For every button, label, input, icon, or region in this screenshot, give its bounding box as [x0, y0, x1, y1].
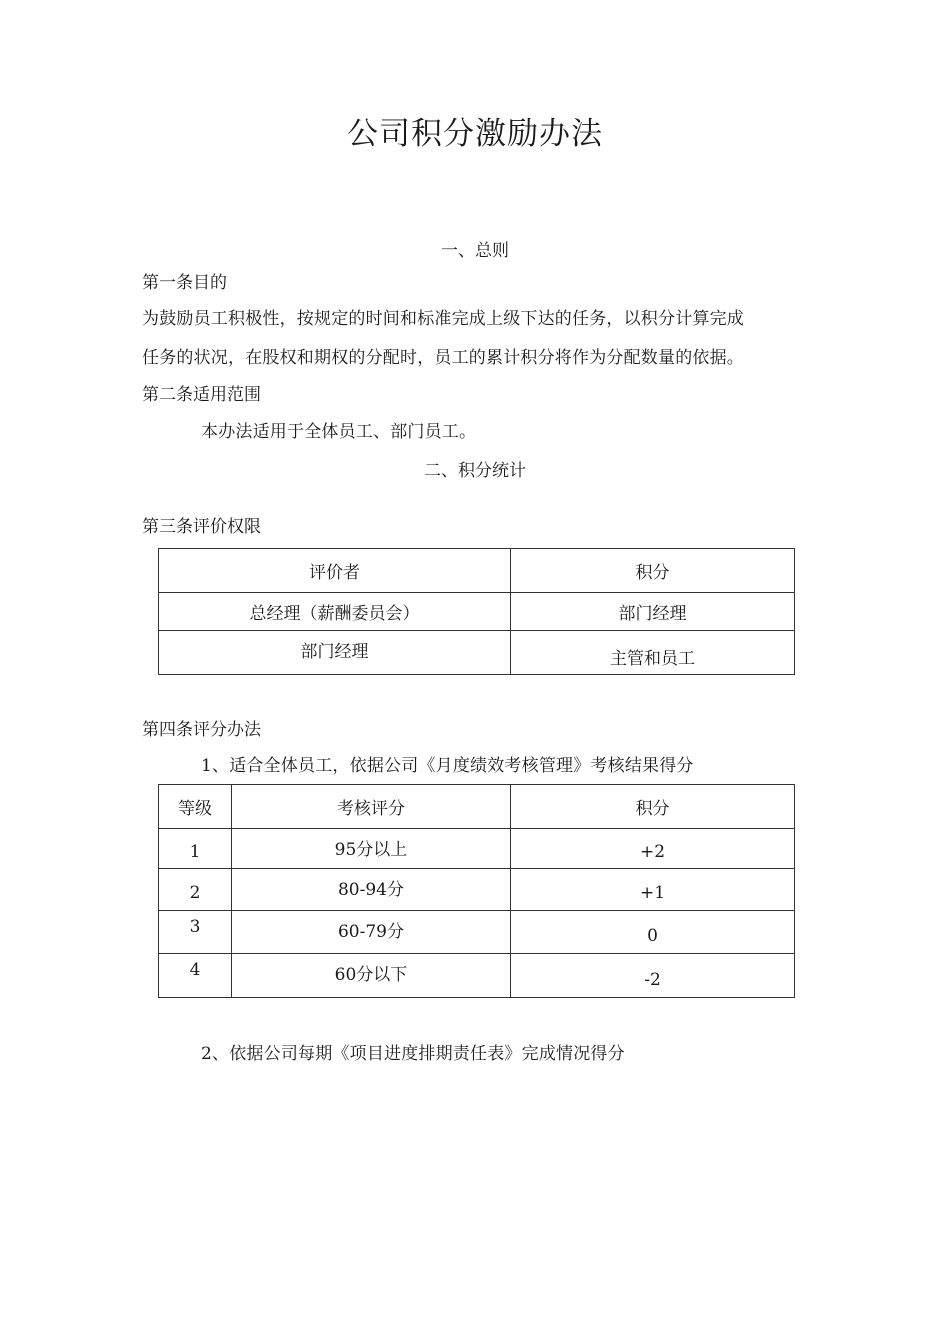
authority-cell: 总经理（薪酬委员会）	[159, 593, 511, 631]
document-title: 公司积分激励办法	[347, 116, 603, 152]
score-cell-grade: 1	[159, 829, 232, 869]
authority-header-evaluator: 评价者	[159, 549, 511, 593]
score-cell-evaluation: 95分以上	[232, 829, 511, 869]
table-row	[159, 631, 795, 675]
table-row	[159, 869, 795, 911]
score-header-points: 积分	[511, 785, 795, 829]
authority-cell: 部门经理	[159, 631, 511, 675]
score-table	[158, 784, 795, 998]
score-cell-evaluation: 60-79分	[232, 911, 511, 954]
article1-text-line2: 任务的状况，在股权和期权的分配时，员工的累计积分将作为分配数量的依据。	[142, 348, 744, 368]
score-cell-points: +1	[511, 869, 795, 911]
score-header-evaluation: 考核评分	[232, 785, 511, 829]
authority-table-header-row	[159, 549, 795, 593]
section2-heading: 二、积分统计	[424, 461, 526, 481]
section1-heading: 一、总则	[441, 241, 509, 261]
table-row	[159, 593, 795, 631]
authority-cell: 主管和员工	[511, 631, 795, 675]
score-cell-points: 0	[511, 911, 795, 954]
table-row	[159, 954, 795, 998]
article4-title: 第四条评分办法	[142, 720, 261, 740]
score-table-header-row	[159, 785, 795, 829]
table-row	[159, 829, 795, 869]
table-row	[159, 911, 795, 954]
item1-text: 1、适合全体员工，依据公司《月度绩效考核管理》考核结果得分	[201, 756, 694, 776]
score-cell-evaluation: 60分以下	[232, 954, 511, 998]
article2-title: 第二条适用范围	[142, 385, 261, 405]
item2-text: 2、依据公司每期《项目进度排期责任表》完成情况得分	[201, 1044, 625, 1064]
score-cell-grade: 2	[159, 869, 232, 911]
score-cell-points: +2	[511, 829, 795, 869]
score-header-grade: 等级	[159, 785, 232, 829]
article1-text-line1: 为鼓励员工积极性，按规定的时间和标准完成上级下达的任务，以积分计算完成	[142, 309, 744, 329]
authority-table	[158, 548, 795, 675]
article1-title: 第一条目的	[142, 273, 227, 293]
score-cell-points: -2	[511, 954, 795, 998]
score-cell-grade: 4	[159, 954, 232, 998]
authority-header-points: 积分	[511, 549, 795, 593]
article2-text: 本办法适用于全体员工、部门员工。	[201, 422, 477, 442]
score-cell-grade: 3	[159, 911, 232, 954]
authority-cell: 部门经理	[511, 593, 795, 631]
score-cell-evaluation: 80-94分	[232, 869, 511, 911]
article3-title: 第三条评价权限	[142, 517, 261, 537]
